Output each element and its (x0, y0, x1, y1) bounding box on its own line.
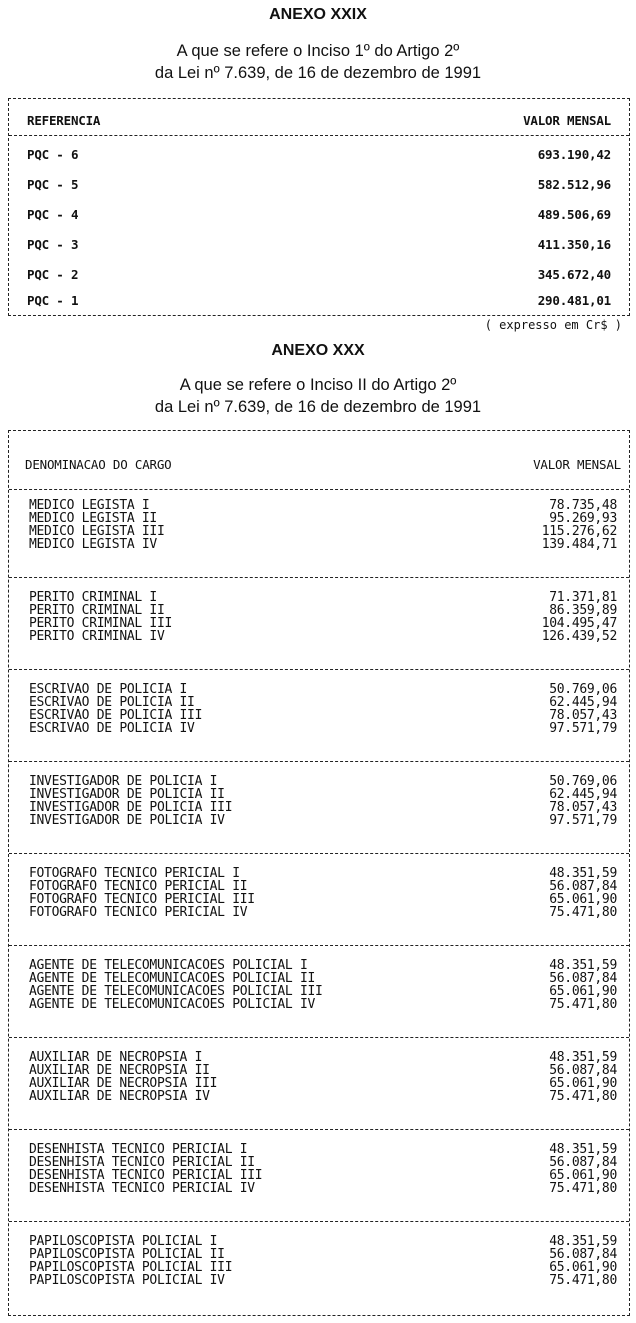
position-name-cell: PERITO CRIMINAL III (29, 616, 173, 631)
position-name-cell: FOTOGRAFO TECNICO PERICIAL II (29, 879, 248, 894)
value-cell: 65.061,90 (549, 892, 617, 907)
position-name-cell: PAPILOSCOPISTA POLICIAL IV (29, 1273, 225, 1288)
value-cell: 489.506,69 (537, 207, 611, 222)
header-divider (9, 135, 629, 136)
value-cell: 65.061,90 (549, 984, 617, 999)
position-name-cell: INVESTIGADOR DE POLICIA II (29, 787, 225, 802)
value-cell: 48.351,59 (549, 1050, 617, 1065)
position-name-cell: INVESTIGADOR DE POLICIA III (29, 800, 233, 815)
value-cell: 115.276,62 (541, 524, 617, 539)
group-divider (9, 945, 629, 946)
annex-29-subtitle-line-1: A que se refere o Inciso 1º do Artigo 2º (176, 42, 460, 60)
value-cell: 75.471,80 (549, 1273, 617, 1288)
value-cell: 345.672,40 (537, 267, 611, 282)
value-cell: 97.571,79 (549, 813, 617, 828)
position-name-cell: DESENHISTA TECNICO PERICIAL I (29, 1142, 248, 1157)
value-cell: 56.087,84 (549, 1063, 617, 1078)
position-name-cell: PAPILOSCOPISTA POLICIAL I (29, 1234, 218, 1249)
value-cell: 65.061,90 (549, 1260, 617, 1275)
value-cell: 75.471,80 (549, 997, 617, 1012)
monthly-value-column-header: VALOR MENSAL (523, 113, 611, 128)
value-cell: 95.269,93 (549, 511, 617, 526)
position-name-cell: AGENTE DE TELECOMUNICACOES POLICIAL IV (29, 997, 316, 1012)
annex-30-subtitle-line-1: A que se refere o Inciso II do Artigo 2º (179, 376, 457, 394)
position-name-cell: PAPILOSCOPISTA POLICIAL III (29, 1260, 233, 1275)
annex-29-title: ANEXO XXIX (269, 6, 367, 23)
position-name-cell: PAPILOSCOPISTA POLICIAL II (29, 1247, 225, 1262)
value-cell: 290.481,01 (537, 293, 611, 308)
value-cell: 56.087,84 (549, 1247, 617, 1262)
position-name-cell: ESCRIVAO DE POLICIA I (29, 682, 188, 697)
value-cell: 48.351,59 (549, 1234, 617, 1249)
value-cell: 48.351,59 (549, 866, 617, 881)
value-cell: 75.471,80 (549, 1089, 617, 1104)
group-divider (9, 669, 629, 670)
position-name-cell: AGENTE DE TELECOMUNICACOES POLICIAL I (29, 958, 308, 973)
value-cell: 78.057,43 (549, 708, 617, 723)
monthly-value-column-header: VALOR MENSAL (533, 457, 621, 472)
value-cell: 411.350,16 (537, 237, 611, 252)
position-name-cell: PERITO CRIMINAL II (29, 603, 165, 618)
position-name-cell: FOTOGRAFO TECNICO PERICIAL I (29, 866, 240, 881)
value-cell: 56.087,84 (549, 971, 617, 986)
position-name-cell: FOTOGRAFO TECNICO PERICIAL IV (29, 905, 248, 920)
position-name-cell: AGENTE DE TELECOMUNICACOES POLICIAL III (29, 984, 323, 999)
group-divider (9, 1221, 629, 1222)
value-cell: 78.057,43 (549, 800, 617, 815)
value-cell: 86.359,89 (549, 603, 617, 618)
position-name-cell: ESCRIVAO DE POLICIA IV (29, 721, 195, 736)
position-name-column-header: DENOMINACAO DO CARGO (25, 457, 172, 472)
position-name-cell: INVESTIGADOR DE POLICIA I (29, 774, 218, 789)
position-name-cell: AUXILIAR DE NECROPSIA II (29, 1063, 210, 1078)
value-cell: 126.439,52 (541, 629, 617, 644)
reference-cell: PQC - 6 (27, 147, 79, 162)
reference-column-header: REFERENCIA (27, 113, 101, 128)
value-cell: 78.735,48 (549, 498, 617, 513)
value-cell: 582.512,96 (537, 177, 611, 192)
annex-30-subtitle-line-2: da Lei nº 7.639, de 16 de dezembro de 1991 (154, 398, 482, 416)
position-name-cell: AGENTE DE TELECOMUNICACOES POLICIAL II (29, 971, 316, 986)
position-name-cell: MEDICO LEGISTA IV (29, 537, 157, 552)
reference-cell: PQC - 4 (27, 207, 79, 222)
position-name-cell: INVESTIGADOR DE POLICIA IV (29, 813, 225, 828)
position-name-cell: MEDICO LEGISTA I (29, 498, 150, 513)
value-cell: 693.190,42 (537, 147, 611, 162)
position-name-cell: ESCRIVAO DE POLICIA II (29, 695, 195, 710)
reference-cell: PQC - 2 (27, 267, 79, 282)
value-cell: 56.087,84 (549, 1155, 617, 1170)
position-name-cell: PERITO CRIMINAL IV (29, 629, 165, 644)
value-cell: 65.061,90 (549, 1168, 617, 1183)
value-cell: 104.495,47 (541, 616, 617, 631)
value-cell: 62.445,94 (549, 695, 617, 710)
annex-30-table (8, 430, 630, 1316)
header-divider (9, 489, 629, 490)
position-name-cell: PERITO CRIMINAL I (29, 590, 157, 605)
position-name-cell: DESENHISTA TECNICO PERICIAL III (29, 1168, 263, 1183)
reference-cell: PQC - 1 (27, 293, 79, 308)
value-cell: 75.471,80 (549, 1181, 617, 1196)
group-divider (9, 1129, 629, 1130)
position-name-cell: MEDICO LEGISTA III (29, 524, 165, 539)
annex-29-table (8, 98, 630, 316)
group-divider (9, 1037, 629, 1038)
position-name-cell: DESENHISTA TECNICO PERICIAL IV (29, 1181, 255, 1196)
position-name-cell: ESCRIVAO DE POLICIA III (29, 708, 203, 723)
position-name-cell: MEDICO LEGISTA II (29, 511, 157, 526)
value-cell: 71.371,81 (549, 590, 617, 605)
annex-29-subtitle-line-2: da Lei nº 7.639, de 16 de dezembro de 1991 (154, 64, 482, 82)
group-divider (9, 853, 629, 854)
value-cell: 62.445,94 (549, 787, 617, 802)
group-divider (9, 577, 629, 578)
reference-cell: PQC - 3 (27, 237, 79, 252)
reference-cell: PQC - 5 (27, 177, 79, 192)
position-name-cell: AUXILIAR DE NECROPSIA IV (29, 1089, 210, 1104)
value-cell: 50.769,06 (549, 682, 617, 697)
currency-note: ( expresso em Cr$ ) (484, 318, 622, 332)
position-name-cell: FOTOGRAFO TECNICO PERICIAL III (29, 892, 255, 907)
value-cell: 48.351,59 (549, 1142, 617, 1157)
position-name-cell: AUXILIAR DE NECROPSIA I (29, 1050, 203, 1065)
value-cell: 56.087,84 (549, 879, 617, 894)
value-cell: 50.769,06 (549, 774, 617, 789)
position-name-cell: DESENHISTA TECNICO PERICIAL II (29, 1155, 255, 1170)
position-name-cell: AUXILIAR DE NECROPSIA III (29, 1076, 218, 1091)
group-divider (9, 761, 629, 762)
value-cell: 75.471,80 (549, 905, 617, 920)
value-cell: 48.351,59 (549, 958, 617, 973)
annex-30-title: ANEXO XXX (271, 342, 365, 359)
value-cell: 139.484,71 (541, 537, 617, 552)
value-cell: 97.571,79 (549, 721, 617, 736)
value-cell: 65.061,90 (549, 1076, 617, 1091)
